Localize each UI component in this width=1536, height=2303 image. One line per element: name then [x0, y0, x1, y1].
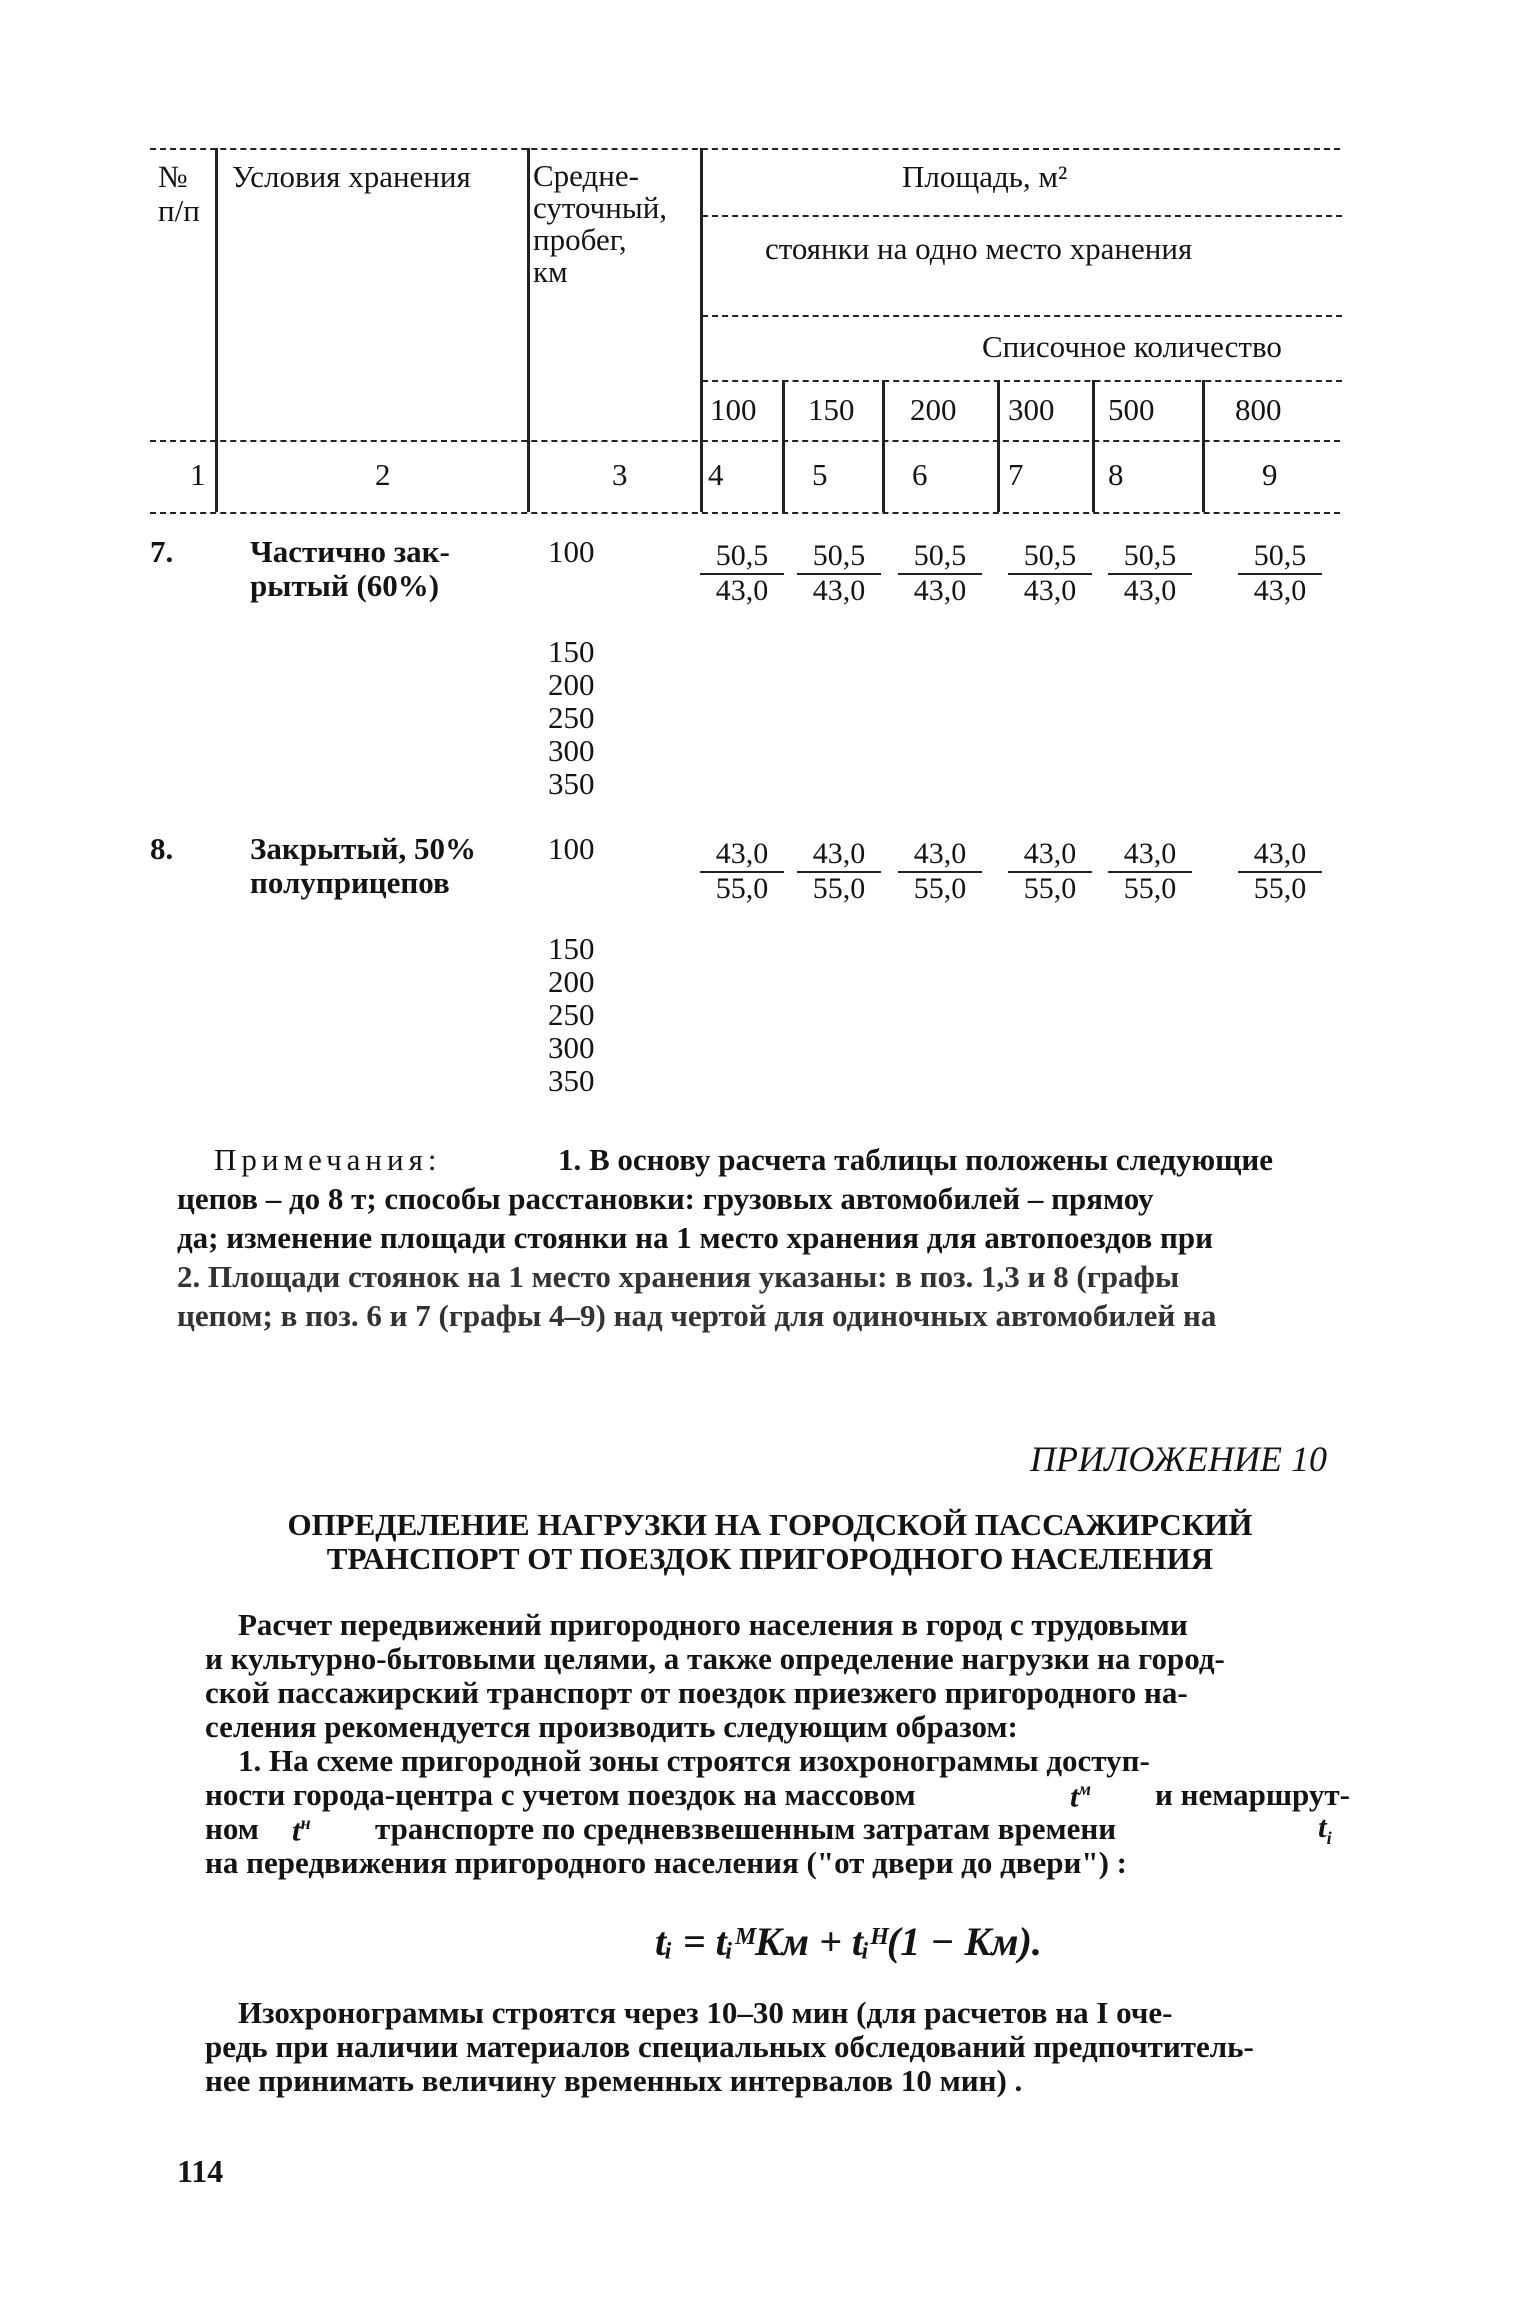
header-count: Списочное количество: [982, 329, 1282, 364]
symbol: $t_i$: [1318, 1809, 1332, 1849]
row-mileage: 200: [548, 964, 595, 999]
header-no: № п/п: [158, 159, 200, 228]
row-mileage: 100: [548, 831, 595, 866]
colnum-1: 1: [190, 457, 206, 492]
row-mileage: 150: [548, 931, 595, 966]
paragraph-line: транспорте по средневзвешенным затратам времени: [375, 1811, 1117, 1846]
header-mileage: Средне- суточный, пробег, км: [533, 158, 668, 289]
row-condition: Частично зак- рытый (60%): [250, 534, 450, 603]
paragraph-line: редь при наличии материалов специальных обследований предпочтитель-: [205, 2029, 1254, 2064]
paragraph-line: ности города-центра с учетом поездок на массовом: [205, 1777, 916, 1812]
notes-line: да; изменение площади стоянки на 1 место хранения для автопоездов при: [177, 1220, 1213, 1255]
row-mileage: 150: [548, 634, 595, 669]
header-area-sub: стоянки на одно место хранения: [765, 231, 1193, 266]
paragraph-line: и культурно-бытовыми целями, а также определение нагрузки на город-: [205, 1641, 1225, 1676]
colnum-3: 3: [612, 457, 628, 492]
area-value: $\frac{43,0}{55,0}$: [700, 838, 784, 905]
symbol: $t^н$: [292, 1812, 311, 1848]
paragraph: [205, 2030, 1385, 2098]
row-mileage: 350: [548, 1063, 595, 1098]
notes-label: Примечания:: [214, 1142, 442, 1177]
row-condition: Закрытый, 50% полуприцепов: [250, 831, 476, 900]
colnum-4: 4: [708, 457, 724, 492]
count-300: 300: [1008, 392, 1055, 427]
row-mileage: 250: [548, 700, 595, 735]
formula: tᵢ = tᵢᴹKм + tᵢᴴ(1 − Kм).: [655, 1919, 1042, 1964]
row-mileage: 200: [548, 667, 595, 702]
paragraph: [205, 1642, 1385, 1744]
page-number: 114: [177, 2153, 224, 2189]
appendix-label: ПРИЛОЖЕНИЕ 10: [1030, 1439, 1327, 1479]
area-value: $\frac{50,5}{43,0}$: [1008, 540, 1092, 607]
paragraph-line: селения рекомендуется производить следующим образом:: [205, 1709, 1018, 1744]
colnum-2: 2: [375, 457, 391, 492]
area-value: $\frac{50,5}{43,0}$: [898, 540, 982, 607]
notes-line: 1. В основу расчета таблицы положены следующие: [558, 1142, 1273, 1177]
row-mileage: 100: [548, 534, 595, 569]
notes-line: цепов – до 8 т; способы расстановки: грузовых автомобилей – прямоу: [177, 1181, 1154, 1216]
appendix-title: [180, 1508, 1360, 1576]
paragraph-line: на передвижения пригородного населения ("от двери до двери") :: [205, 1845, 1128, 1880]
paragraph-line: нее принимать величину временных интервалов 10 мин) .: [205, 2063, 1023, 2098]
symbol: $t^м$: [1070, 1778, 1091, 1814]
row-mileage: 350: [548, 766, 595, 801]
area-value: $\frac{50,5}{43,0}$: [1238, 540, 1322, 607]
area-value: $\frac{43,0}{55,0}$: [1108, 838, 1192, 905]
row-mileage: 300: [548, 1030, 595, 1065]
colnum-5: 5: [812, 457, 828, 492]
colnum-9: 9: [1262, 457, 1278, 492]
area-value: $\frac{43,0}{55,0}$: [898, 838, 982, 905]
header-area: Площадь, м²: [902, 159, 1068, 194]
paragraph: [238, 1996, 1388, 2030]
area-value: $\frac{43,0}{55,0}$: [797, 838, 881, 905]
paragraph-line: Расчет передвижений пригородного населения в город с трудовыми: [238, 1607, 1188, 1642]
notes-line: 2. Площади стоянок на 1 место хранения указаны: в поз. 1,3 и 8 (графы: [177, 1259, 1180, 1294]
paragraph: [238, 1608, 1378, 1642]
paragraph-line: и немаршрут-: [1155, 1777, 1350, 1812]
area-value: $\frac{50,5}{43,0}$: [700, 540, 784, 607]
count-100: 100: [710, 392, 757, 427]
area-value: $\frac{50,5}{43,0}$: [797, 540, 881, 607]
row-number: 8.: [150, 831, 174, 866]
area-value: $\frac{43,0}{55,0}$: [1238, 838, 1322, 905]
area-value: $\frac{50,5}{43,0}$: [1108, 540, 1192, 607]
count-150: 150: [808, 392, 855, 427]
paragraph-line: Изохронограммы строятся через 10–30 мин (для расчетов на I оче-: [238, 1995, 1173, 2030]
colnum-8: 8: [1108, 457, 1124, 492]
count-800: 800: [1235, 392, 1282, 427]
header-conditions: Условия хранения: [232, 159, 471, 194]
area-value: $\frac{43,0}{55,0}$: [1008, 838, 1092, 905]
paragraph-line: ном: [205, 1811, 259, 1846]
paragraph-line: 1. На схеме пригородной зоны строятся изохронограммы доступ-: [238, 1743, 1150, 1778]
row-mileage: 300: [548, 733, 595, 768]
appendix-title-line: ТРАНСПОРТ ОТ ПОЕЗДОК ПРИГОРОДНОГО НАСЕЛЕНИЯ: [326, 1541, 1214, 1576]
appendix-title-line: ОПРЕДЕЛЕНИЕ НАГРУЗКИ НА ГОРОДСКОЙ ПАССАЖИРСКИЙ: [287, 1507, 1253, 1542]
row-mileage: 250: [548, 997, 595, 1032]
paragraph-line: ской пассажирский транспорт от поездок приезжего пригородного на-: [205, 1675, 1188, 1710]
notes-line: цепом; в поз. 6 и 7 (графы 4–9) над чертой для одиночных автомобилей на: [177, 1298, 1217, 1333]
count-200: 200: [910, 392, 957, 427]
count-500: 500: [1108, 392, 1155, 427]
row-number: 7.: [150, 534, 174, 569]
colnum-7: 7: [1008, 457, 1024, 492]
colnum-6: 6: [912, 457, 928, 492]
